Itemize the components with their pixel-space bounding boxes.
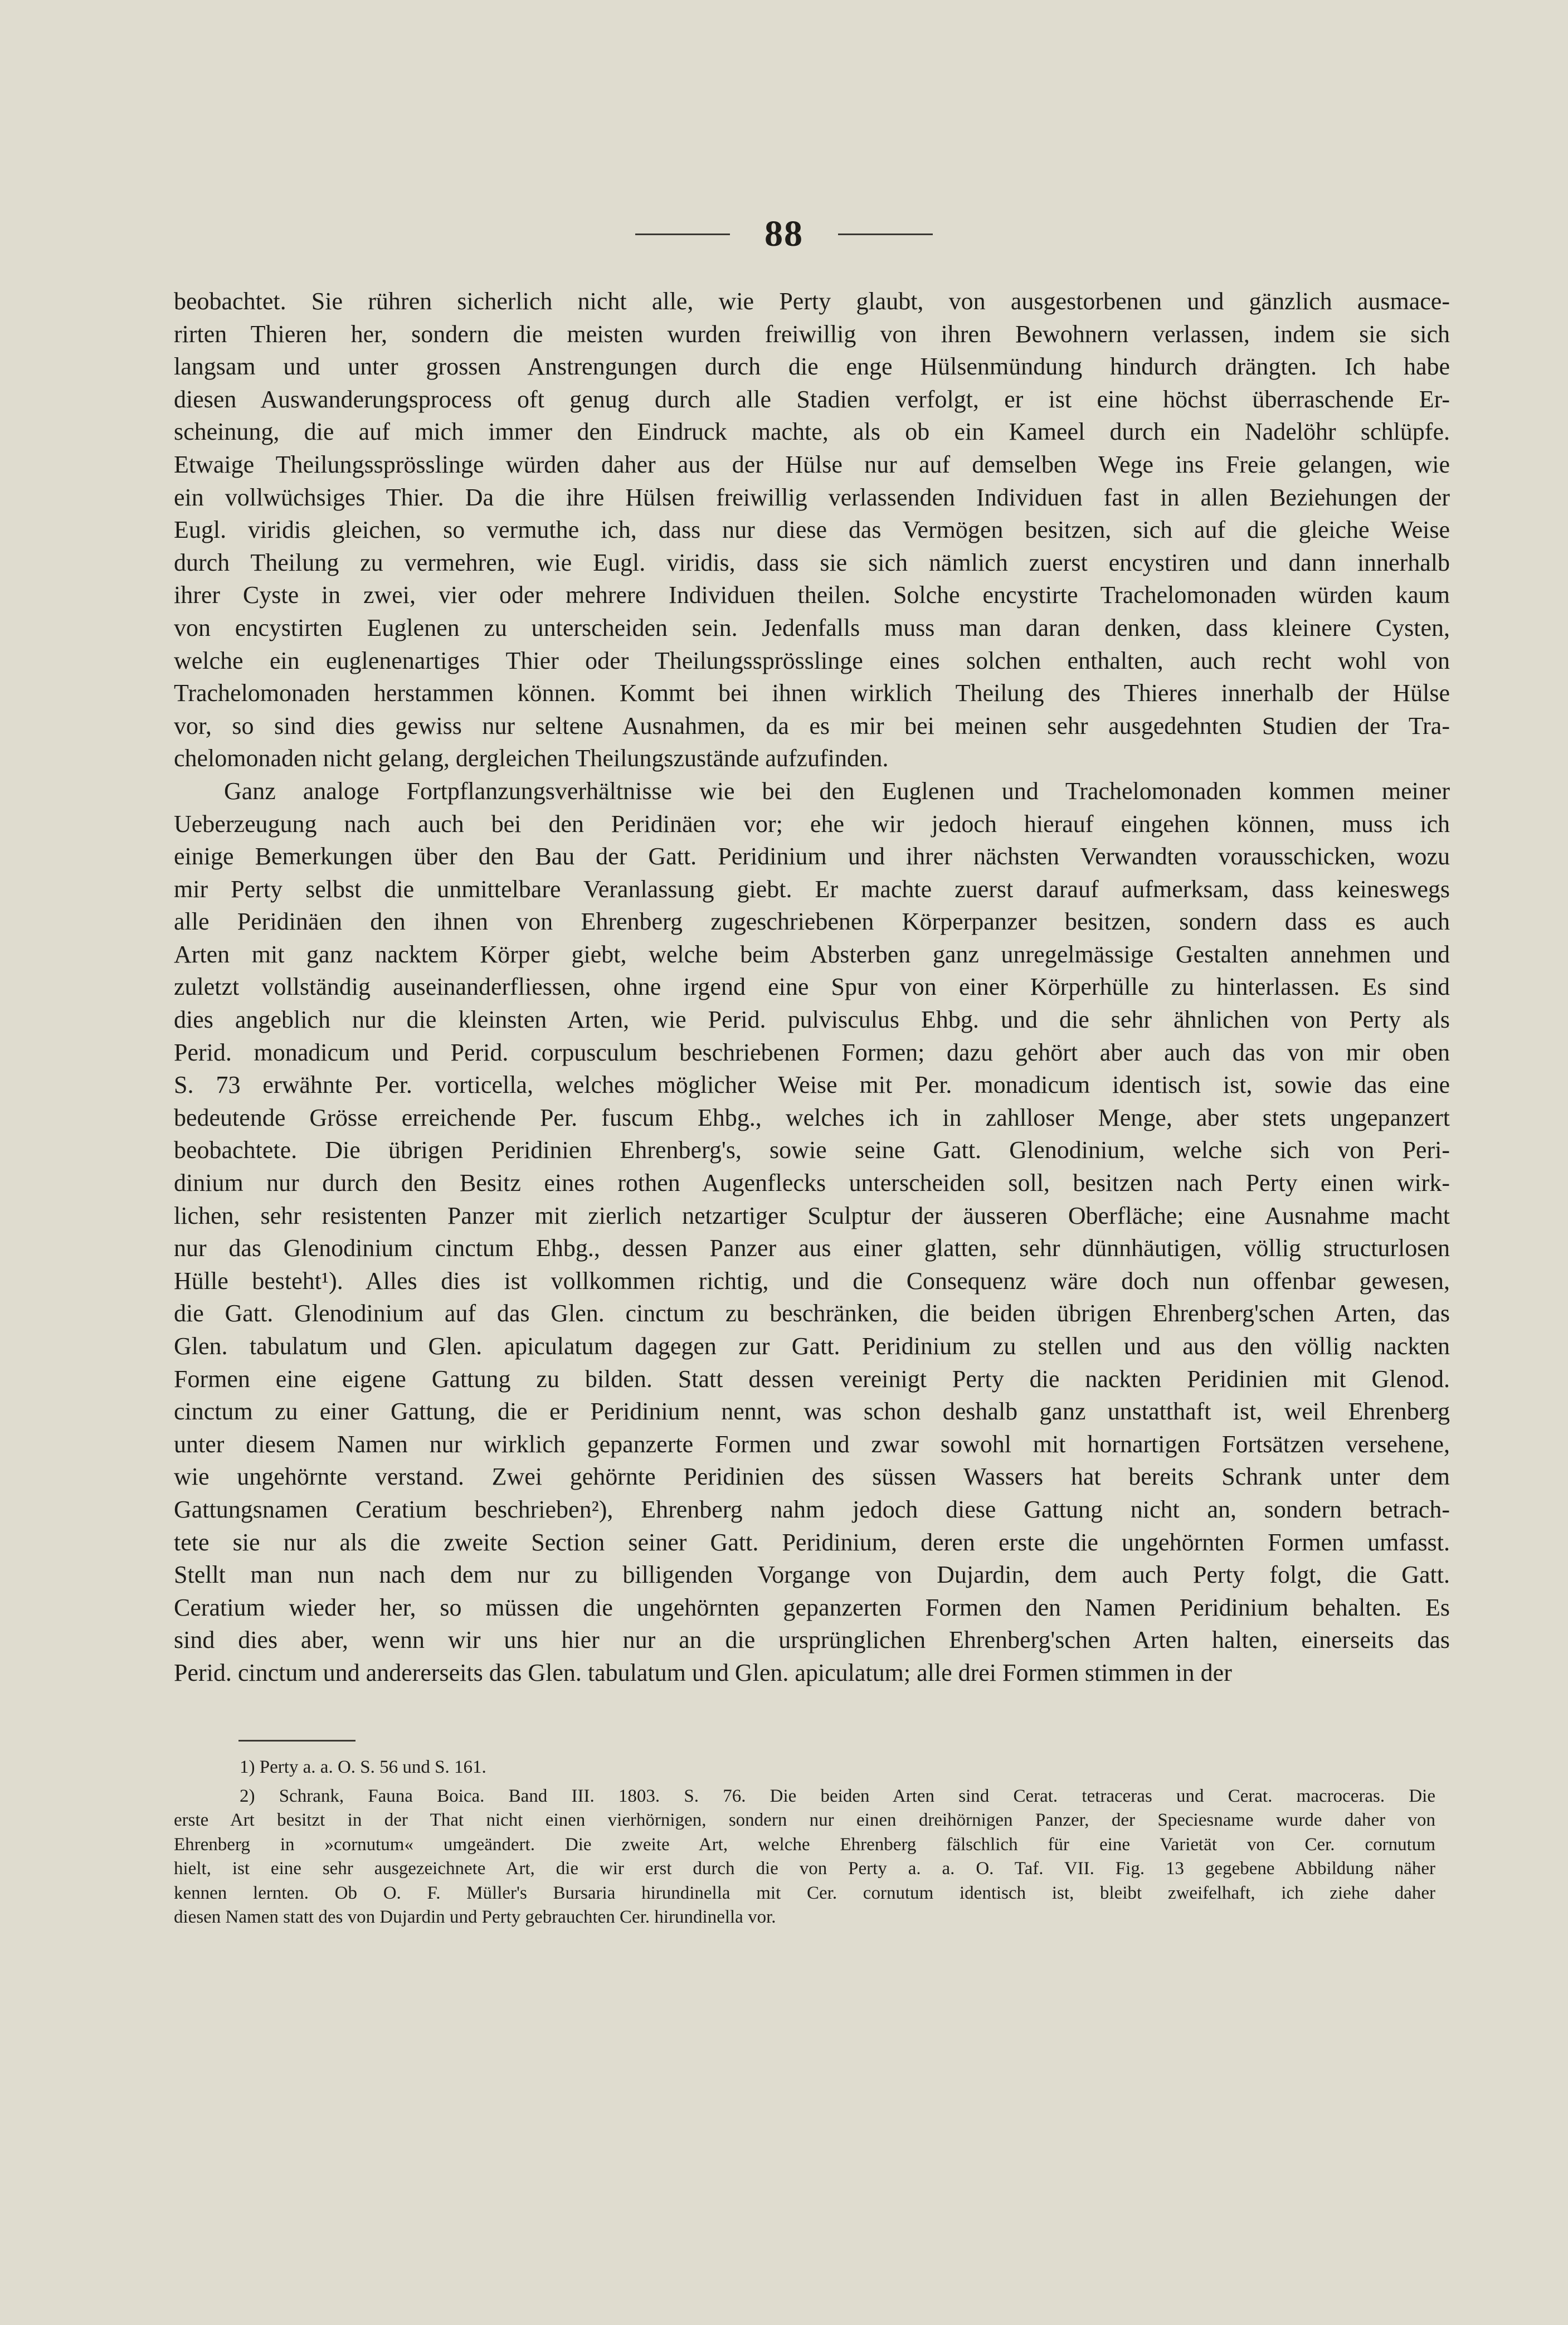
text-line: einige Bemerkungen über den Bau der Gatt. Peridinium und ihrer nächsten Verwandten vorausschicken, wozu <box>174 843 1450 870</box>
page-header <box>0 203 1568 265</box>
text-line: durch Theilung zu vermehren, wie Eugl. viridis, dass sie sich nämlich zuerst encystiren und dann innerhalb <box>174 548 1450 576</box>
text-line: zuletzt vollständig auseinanderfliessen, ohne irgend eine Spur von einer Körperhülle zu hinterlassen. Es sind <box>174 973 1450 1001</box>
text-line: Stellt man nun nach dem nur zu billigenden Vorgange von Dujardin, dem auch Perty folgt, die Gatt. <box>174 1561 1450 1589</box>
text-line: langsam und unter grossen Anstrengungen durch die enge Hülsenmündung hindurch drängten. Ich habe <box>174 353 1450 381</box>
text-line: chelomonaden nicht gelang, dergleichen Theilungszustände aufzufinden. <box>174 745 889 772</box>
text-line: Arten mit ganz nacktem Körper giebt, welche beim Absterben ganz unregelmässige Gestalten annehmen und <box>174 940 1450 968</box>
footnote-line: erste Art besitzt in der That nicht einen vierhörnigen, sondern nur einen dreihörnigen Panzer, der Speciesname wurde daher von <box>174 1810 1435 1830</box>
text-line: rirten Thieren her, sondern die meisten wurden freiwillig von ihren Bewohnern verlassen, indem sie sich <box>174 320 1450 348</box>
text-line: lichen, sehr resistenten Panzer mit zierlich netzartiger Sculptur der äusseren Oberfläche; eine Ausnahme macht <box>174 1202 1450 1229</box>
footnote-line: kennen lernten. Ob O. F. Müller's Bursaria hirundinella mit Cer. cornutum identisch ist, bleibt zweifelhaft, ich ziehe daher <box>174 1883 1435 1903</box>
text-line: Glen. tabulatum und Glen. apiculatum dagegen zur Gatt. Peridinium zu stellen und aus den völlig nackten <box>174 1332 1450 1360</box>
text-line: unter diesem Namen nur wirklich gepanzerte Formen und zwar sowohl mit hornartigen Fortsätzen versehene, <box>174 1430 1450 1458</box>
text-line: Hülle besteht¹). Alles dies ist vollkommen richtig, und die Consequenz wäre doch nun offenbar gewesen, <box>174 1267 1450 1295</box>
footnote-line: 2) Schrank, Fauna Boica. Band III. 1803. S. 76. Die beiden Arten sind Cerat. tetraceras und Cerat. macroceras. Die <box>240 1786 1435 1806</box>
text-line: Ceratium wieder her, so müssen die ungehörnten gepanzerten Formen den Namen Peridinium behalten. Es <box>174 1593 1450 1621</box>
text-line: scheinung, die auf mich immer den Eindruck machte, als ob ein Kameel durch ein Nadelöhr schlüpfe. <box>174 418 1450 446</box>
text-line: dies angeblich nur die kleinsten Arten, wie Perid. pulvisculus Ehbg. und die sehr ähnlichen von Perty als <box>174 1006 1450 1034</box>
text-line: beobachtete. Die übrigen Peridinien Ehrenberg's, sowie seine Gatt. Glenodinium, welche sich von Peri- <box>174 1136 1450 1164</box>
text-line: tete sie nur als die zweite Section seiner Gatt. Peridinium, deren erste die ungehörnten Formen umfasst. <box>174 1528 1450 1556</box>
text-line: Perid. monadicum und Perid. corpusculum beschriebenen Formen; dazu gehört aber auch das von mir oben <box>174 1038 1450 1066</box>
footnote-line: diesen Namen statt des von Dujardin und Perty gebrauchten Cer. hirundinella vor. <box>174 1907 776 1927</box>
text-line: wie ungehörnte verstand. Zwei gehörnte Peridinien des süssen Wassers hat bereits Schrank unter dem <box>174 1463 1450 1491</box>
footnote-line: 1) Perty a. a. O. S. 56 und S. 161. <box>240 1757 486 1777</box>
page-number: 88 <box>764 213 804 254</box>
footnote-rule <box>238 1740 356 1742</box>
text-line: ein vollwüchsiges Thier. Da die ihre Hülsen freiwillig verlassenden Individuen fast in allen Beziehungen der <box>174 483 1450 511</box>
text-line: dinium nur durch den Besitz eines rothen Augenflecks unterscheiden soll, besitzen nach Perty einen wirk- <box>174 1169 1450 1197</box>
text-line: nur das Glenodinium cinctum Ehbg., dessen Panzer aus einer glatten, sehr dünnhäutigen, völlig structurlosen <box>174 1234 1450 1262</box>
text-line: beobachtet. Sie rühren sicherlich nicht alle, wie Perty glaubt, von ausgestorbenen und gänzlich ausmace- <box>174 288 1450 315</box>
text-line: sind dies aber, wenn wir uns hier nur an die ursprünglichen Ehrenberg'schen Arten halten, einerseits das <box>174 1626 1450 1654</box>
footnote-gap <box>174 1780 1435 1784</box>
text-line: Etwaige Theilungssprösslinge würden daher aus der Hülse nur auf demselben Wege ins Freie gelangen, wie <box>174 450 1450 478</box>
header-rule-left <box>635 234 730 235</box>
text-line: cinctum zu einer Gattung, die er Peridinium nennt, was schon deshalb ganz unstatthaft ist, weil Ehrenberg <box>174 1398 1450 1426</box>
text-line: ihrer Cyste in zwei, vier oder mehrere Individuen theilen. Solche encystirte Trachelomonaden würden kaum <box>174 581 1450 609</box>
text-line: diesen Auswanderungsprocess oft genug durch alle Stadien verfolgt, er ist eine höchst überraschende Er- <box>174 385 1450 413</box>
main-text-body <box>174 285 1450 1690</box>
text-line: Ueberzeugung nach auch bei den Peridinäen vor; ehe wir jedoch hierauf eingehen können, muss ich <box>174 810 1450 838</box>
text-line: Eugl. viridis gleichen, so vermuthe ich, dass nur diese das Vermögen besitzen, sich auf die gleiche Weise <box>174 516 1450 544</box>
text-line: Ganz analoge Fortpflanzungsverhältnisse wie bei den Euglenen und Trachelomonaden kommen meiner <box>224 777 1450 805</box>
footnote-line: Ehrenberg in »cornutum« umgeändert. Die zweite Art, welche Ehrenberg fälschlich für eine Varietät von Cer. cornutum <box>174 1834 1435 1855</box>
footnotes <box>174 1755 1435 1930</box>
text-line: Formen eine eigene Gattung zu bilden. Statt dessen vereinigt Perty die nackten Peridinien mit Glenod. <box>174 1365 1450 1393</box>
text-line: die Gatt. Glenodinium auf das Glen. cinctum zu beschränken, die beiden übrigen Ehrenberg'schen Arten, das <box>174 1300 1450 1327</box>
text-line: Gattungsnamen Ceratium beschrieben²), Ehrenberg nahm jedoch diese Gattung nicht an, sondern betrach- <box>174 1495 1450 1523</box>
footnote-line: hielt, ist eine sehr ausgezeichnete Art, die wir erst durch die von Perty a. a. O. Taf. VII. Fig. 13 gegebene Abbildung näher <box>174 1859 1435 1879</box>
text-line: vor, so sind dies gewiss nur seltene Ausnahmen, da es mir bei meinen sehr ausgedehnten Studien der Tra- <box>174 712 1450 740</box>
text-line: S. 73 erwähnte Per. vorticella, welches möglicher Weise mit Per. monadicum identisch ist, sowie das eine <box>174 1071 1450 1099</box>
text-line: mir Perty selbst die unmittelbare Veranlassung giebt. Er machte zuerst darauf aufmerksam, dass keineswegs <box>174 875 1450 903</box>
text-line: welche ein euglenenartiges Thier oder Theilungssprösslinge eines solchen enthalten, auch recht wohl von <box>174 646 1450 674</box>
header-rule-right <box>838 234 933 235</box>
text-line: alle Peridinäen den ihnen von Ehrenberg zugeschriebenen Körperpanzer besitzen, sondern dass es auch <box>174 908 1450 936</box>
text-line: von encystirten Euglenen zu unterscheiden sein. Jedenfalls muss man daran denken, dass kleinere Cysten, <box>174 614 1450 641</box>
text-line: Perid. cinctum und andererseits das Glen. tabulatum und Glen. apiculatum; alle drei Formen stimmen in der <box>174 1658 1232 1686</box>
text-line: bedeutende Grösse erreichende Per. fuscum Ehbg., welches ich in zahlloser Menge, aber stets ungepanzert <box>174 1103 1450 1131</box>
text-line: Trachelomonaden herstammen können. Kommt bei ihnen wirklich Theilung des Thieres innerhalb der Hülse <box>174 679 1450 707</box>
